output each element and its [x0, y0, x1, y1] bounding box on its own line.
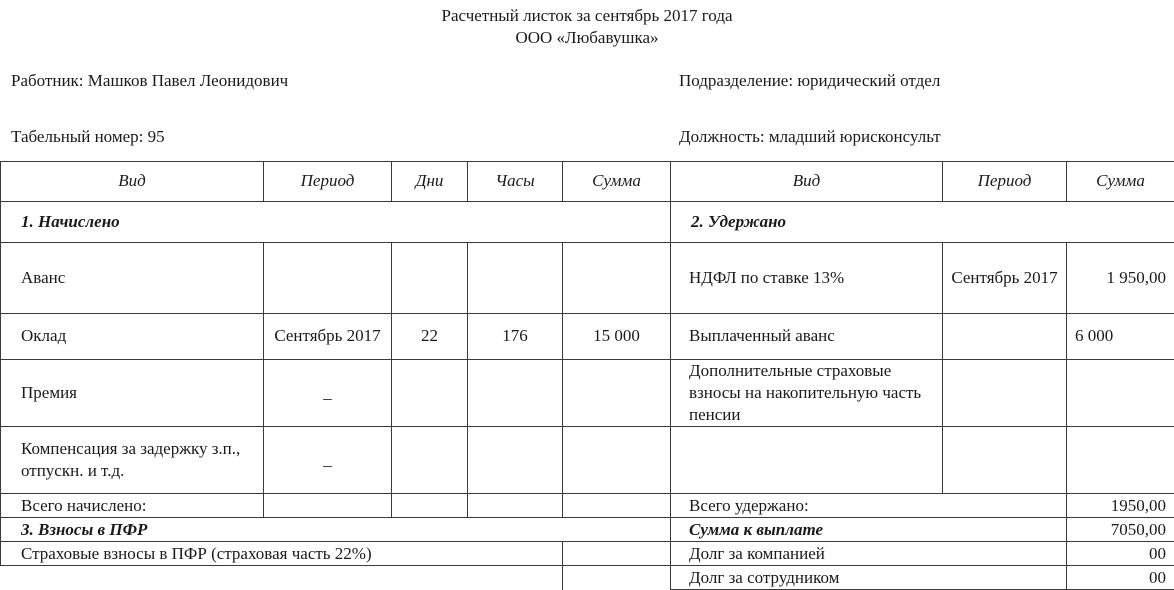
total-withheld-label: Всего удержано:: [671, 494, 1067, 518]
deduction-sum: [1067, 427, 1174, 494]
col-header-period-right: Период: [943, 162, 1067, 202]
department-line: [679, 70, 940, 91]
accrual-days: 22: [392, 314, 468, 360]
col-header-period: Период: [264, 162, 392, 202]
accrual-period: _: [264, 427, 392, 494]
accrual-name: Аванс: [1, 243, 264, 314]
company-name: ООО «Любавушка»: [0, 27, 1174, 48]
accrual-sum: 15 000: [563, 314, 671, 360]
deduction-name: НДФЛ по ставке 13%: [671, 243, 943, 314]
table-row: [1, 427, 1174, 494]
accrual-days: [392, 427, 468, 494]
accrual-days: [392, 360, 468, 427]
total-accrued-period: [264, 494, 392, 518]
empty-cell: [563, 566, 671, 590]
pfr-section-row: [1, 518, 1174, 542]
total-accrued-hours: [468, 494, 563, 518]
debt-company-label: Долг за компанией: [671, 542, 1067, 566]
deduction-name: Выплаченный аванс: [671, 314, 943, 360]
position-value: младший юрисконсульт: [769, 127, 941, 146]
payslip-table: [0, 161, 1174, 590]
debt-employee-label: Долг за сотрудником: [671, 566, 1067, 590]
employee-name: Машков Павел Леонидович: [88, 71, 288, 90]
total-accrued-label: Всего начислено:: [1, 494, 264, 518]
deduction-period: [943, 427, 1067, 494]
tab-number-label: Табельный номер:: [11, 127, 143, 146]
deduction-period: [943, 314, 1067, 360]
col-header-sum: Сумма: [563, 162, 671, 202]
accrual-sum: [563, 360, 671, 427]
deduction-name: Дополнительные страховые взносы на накопительную часть пенсии: [671, 360, 943, 427]
position-label: Должность:: [679, 127, 765, 146]
col-header-hours: Часы: [468, 162, 563, 202]
accrual-sum: [563, 243, 671, 314]
col-header-vid-right: Вид: [671, 162, 943, 202]
column-header-row: [1, 162, 1174, 202]
department-label: Подразделение:: [679, 71, 793, 90]
tab-number-value: 95: [148, 127, 165, 146]
accrual-name: Премия: [1, 360, 264, 427]
accrual-hours: [468, 243, 563, 314]
col-header-days: Дни: [392, 162, 468, 202]
tab-number-line: [11, 126, 165, 147]
pfr-row: [1, 542, 1174, 566]
employee-label: Работник:: [11, 71, 84, 90]
accrual-hours: [468, 427, 563, 494]
total-accrued-days: [392, 494, 468, 518]
accrual-hours: [468, 360, 563, 427]
pfr-value: [563, 542, 671, 566]
table-row: [1, 360, 1174, 427]
department-value: юридический отдел: [797, 71, 940, 90]
accrual-period: Сентябрь 2017: [264, 314, 392, 360]
col-header-vid: Вид: [1, 162, 264, 202]
deduction-period: [943, 360, 1067, 427]
total-accrued-sum: [563, 494, 671, 518]
section-withheld: 2. Удержано: [671, 202, 1174, 243]
accrual-period: [264, 243, 392, 314]
accrual-name: Оклад: [1, 314, 264, 360]
position-line: [679, 126, 941, 147]
section-accrued: 1. Начислено: [1, 202, 671, 243]
accrual-days: [392, 243, 468, 314]
payslip-title: Расчетный листок за сентябрь 2017 года: [0, 5, 1174, 26]
section-pfr: 3. Взносы в ПФР: [1, 518, 671, 542]
col-header-sum-right: Сумма: [1067, 162, 1174, 202]
payout-value: 7050,00: [1067, 518, 1174, 542]
deduction-sum: [1067, 360, 1174, 427]
accrual-hours: 176: [468, 314, 563, 360]
debt-employee-value: 00: [1067, 566, 1174, 590]
section-row: [1, 202, 1174, 243]
table-row: [1, 314, 1174, 360]
accrual-sum: [563, 427, 671, 494]
table-row: [1, 243, 1174, 314]
deduction-sum: 1 950,00: [1067, 243, 1174, 314]
debt-employee-row: [1, 566, 1174, 590]
debt-company-value: 00: [1067, 542, 1174, 566]
deduction-sum: 6 000: [1067, 314, 1174, 360]
totals-row: [1, 494, 1174, 518]
accrual-name: Компенсация за задержку з.п., отпускн. и т.д.: [1, 427, 264, 494]
pfr-label: Страховые взносы в ПФР (страховая часть 22%): [1, 542, 563, 566]
deduction-name: [671, 427, 943, 494]
payout-label: Сумма к выплате: [671, 518, 1067, 542]
deduction-period: Сентябрь 2017: [943, 243, 1067, 314]
employee-line: [11, 70, 288, 91]
total-withheld-value: 1950,00: [1067, 494, 1174, 518]
empty-cell: [1, 566, 563, 590]
accrual-period: _: [264, 360, 392, 427]
